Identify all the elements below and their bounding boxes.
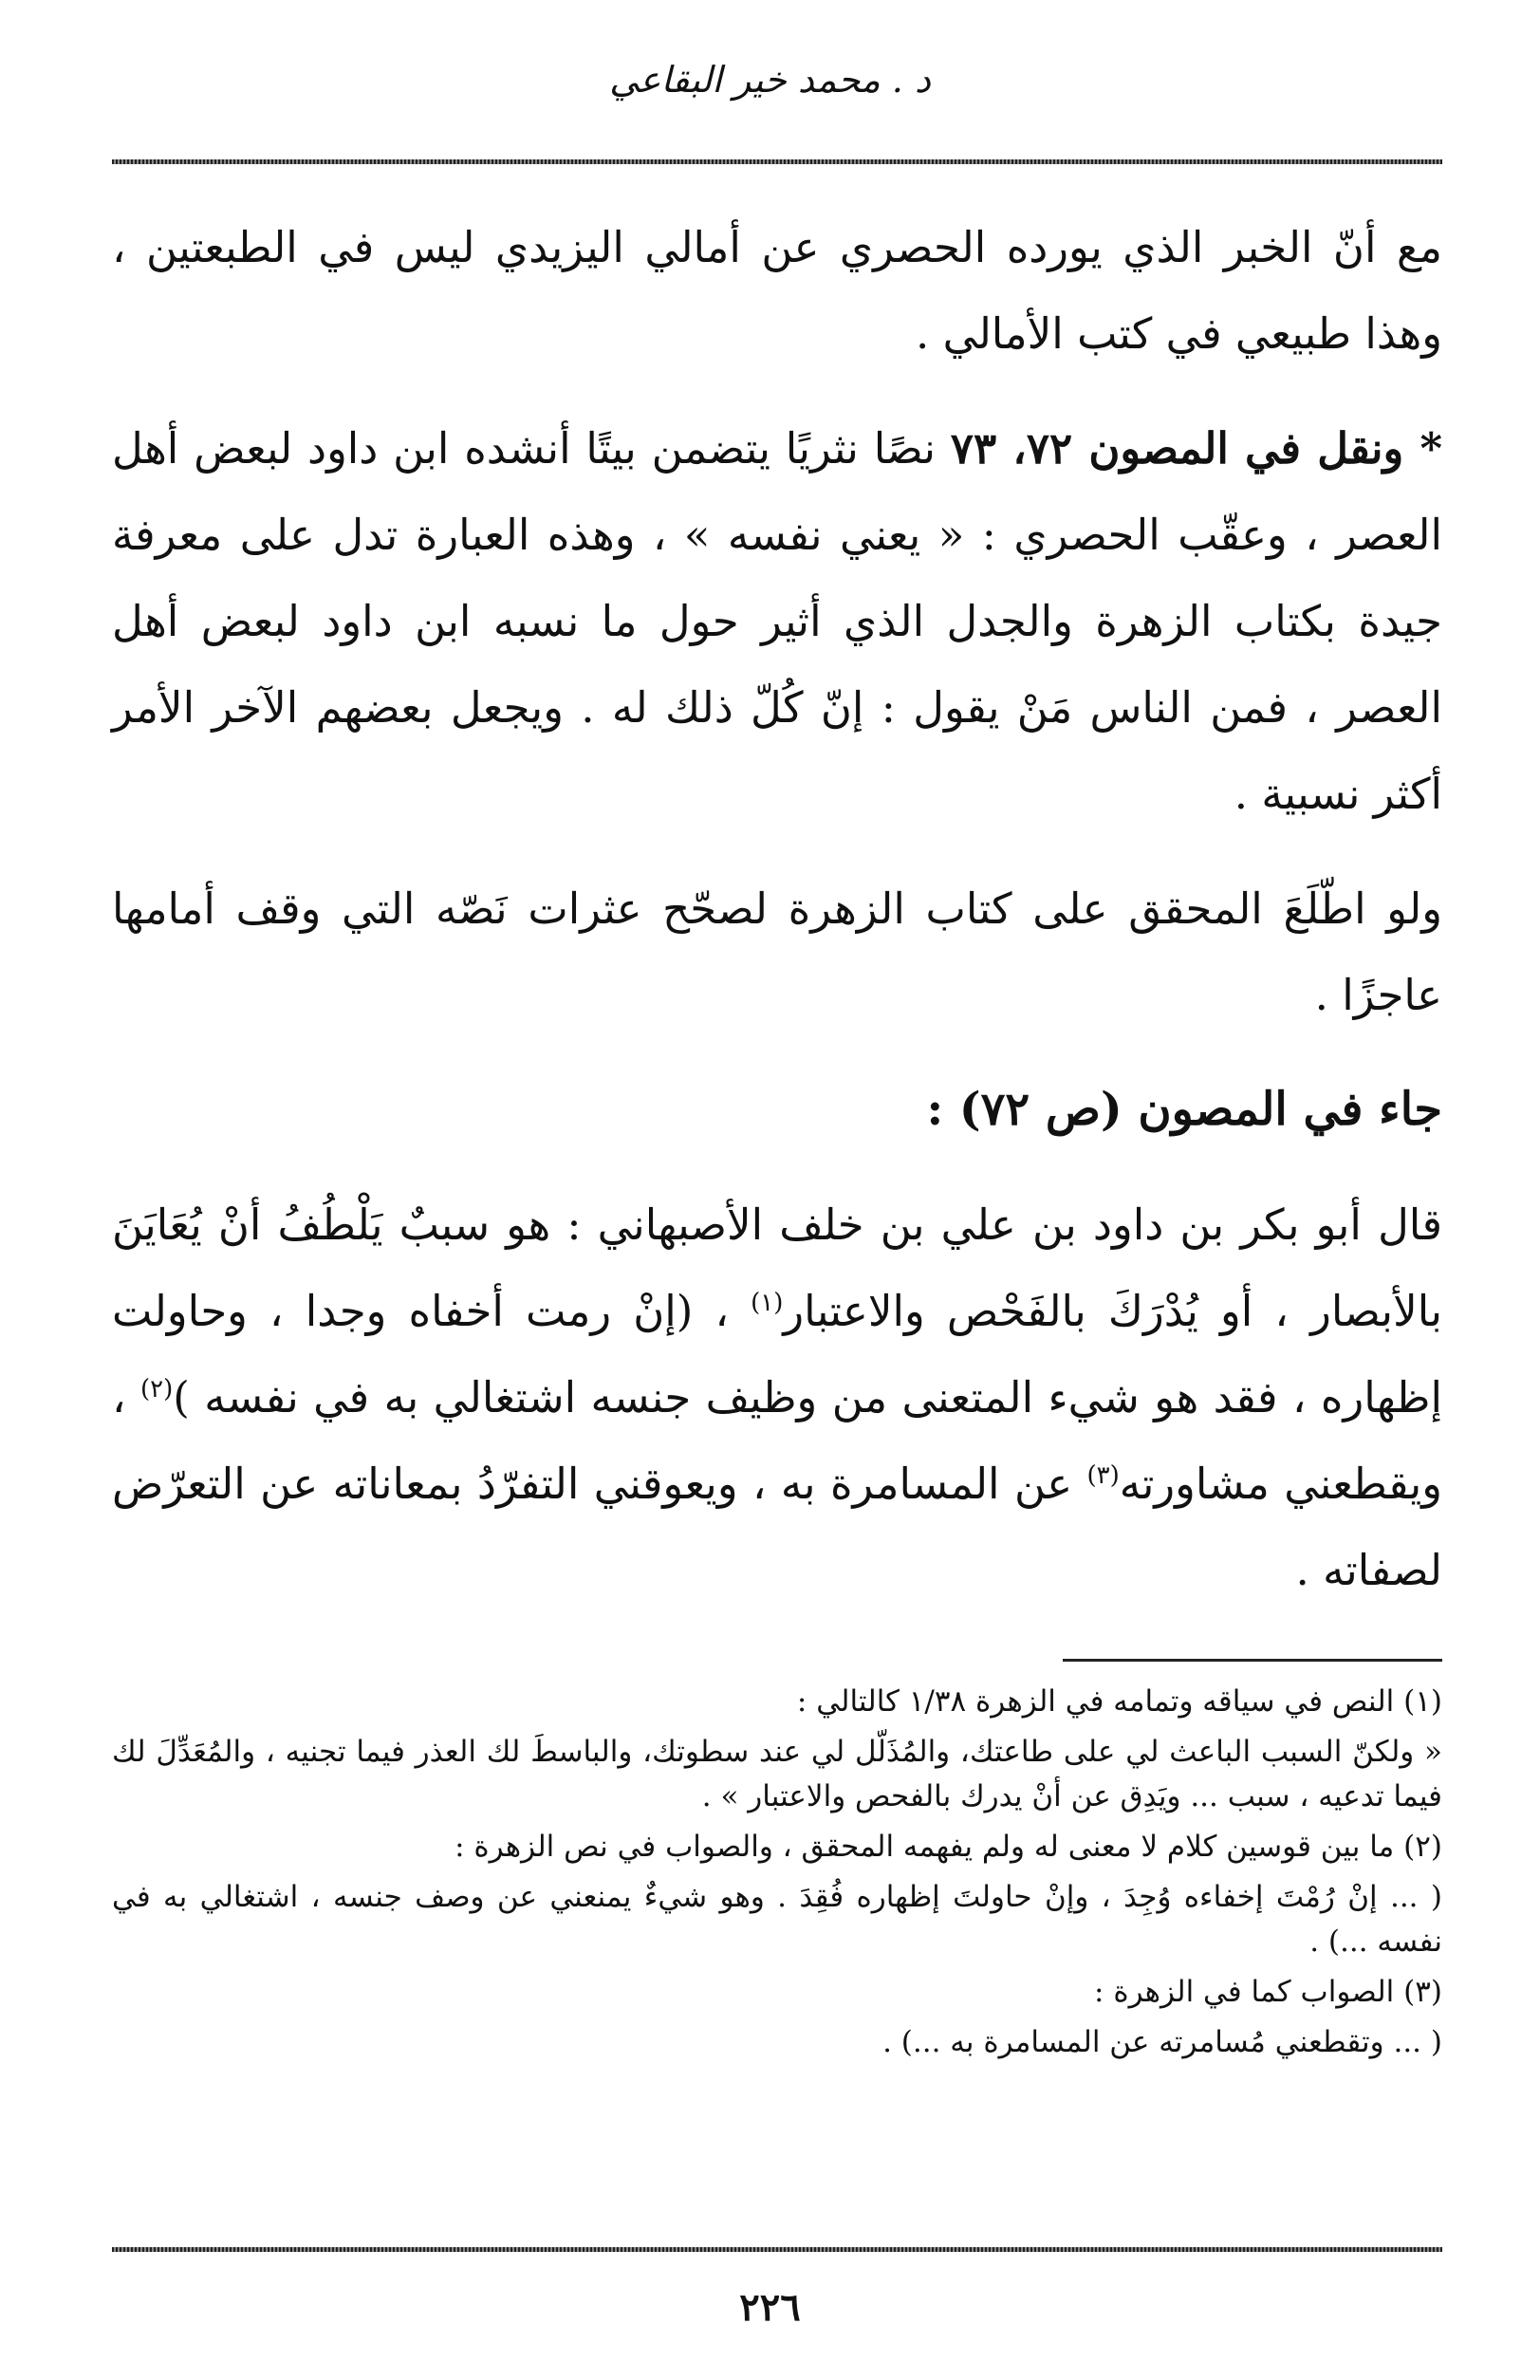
footnote-3-title: (٣) الصواب كما في الزهرة : [1094, 1975, 1442, 2009]
footnote-1-title: (١) النص في سياقه وتمامه في الزهرة ١/٣٨ كالتالي : [796, 1684, 1442, 1719]
footnote-2-quote: ( ... إنْ رُمْتَ إخفاءه وُجِدَ ، وإنْ حاولتَ إظهاره فُقِدَ . وهو شيءٌ يمنعني عن وصف جنسه ، اشتغالي به في نفسه ...) . [112, 1880, 1442, 1959]
footnote-ref-2: (٢) [139, 1375, 174, 1404]
paragraph-4-part-c: ، ويقطعني مشاورته [112, 1372, 1442, 1509]
footnote-ref-1: (١) [751, 1289, 784, 1317]
paragraph-1: مع أنّ الخبر الذي يورده الحصري عن أمالي اليزيدي ليس في الطبعتين ، وهذا طبيعي في كتب الأمالي . [112, 222, 1442, 359]
running-head: د . محمد خير البقاعي [609, 59, 931, 101]
footnote-ref-3: (٣) [1086, 1461, 1120, 1490]
paragraph-4-part-d: عن المسامرة به ، ويعوقني التفرّدُ بمعاناته عن التعرّض لصفاته . [112, 1459, 1442, 1595]
page-number: ٢٢٦ [739, 2285, 801, 2330]
paragraph-3: ولو اطّلَعَ المحقق على كتاب الزهرة لصحّح عثرات نَصّه التي وقف أمامها عاجزًا . [112, 883, 1442, 1020]
paragraph-4 [112, 1181, 1442, 1613]
footnotes [112, 1680, 1442, 2071]
paragraph-4-part-a: قال أبو بكر بن داود بن علي بن خلف الأصبهاني : هو سببٌ يَلْطُفُ أنْ يُعَايَنَ بالأبصار ، أو يُدْرَكَ بالفَحْص والاعتبار [112, 1199, 1442, 1336]
footnote-3-quote: ( ... وتقطعني مُسامرته عن المسامرة به ...) . [882, 2025, 1442, 2059]
footnote-2-title: (٢) ما بين قوسين كلام لا معنى له ولم يفهمه المحقق ، والصواب في نص الزهرة : [455, 1830, 1442, 1864]
paragraph-2 [112, 405, 1442, 837]
section-heading: جاء في المصون (ص ٧٢) : [926, 1083, 1442, 1136]
header-rule [112, 159, 1442, 164]
footnote-separator [1063, 1659, 1442, 1662]
paragraph-2-lead: * ونقل في المصون ٧٢، ٧٣ [950, 423, 1442, 474]
footnote-1-quote: « ولكنّ السبب الباعث لي على طاعتك، والمُذَلّل لي عند سطوتك، والباسطَ لك العذر فيما تجنيه ، والمُعَدِّلَ لك فيما تدعيه ، سبب ... ويَدِق عن أنْ يدرك بالفحص والاعتبار » . [112, 1735, 1442, 1813]
paragraph-4-part-b: ، (إنْ رمت أخفاه وجدا ، وحاولت إظهاره ، فقد هو شيء المتعنى من وظيف جنسه اشتغالي به في نفسه ) [112, 1286, 1442, 1422]
main-text [112, 204, 1442, 1642]
paragraph-2-text: نصًا نثريًا يتضمن بيتًا أنشده ابن داود لبعض أهل العصر ، وعقّب الحصري : « يعني نفسه » ، وهذه العبارة تدل على معرفة جيدة بكتاب الزهرة والجدل الذي أثير حول ما نسبه ابن داود لبعض أهل العصر ، فمن الناس مَنْ يقول : إنّ كُلّ ذلك له . ويجعل بعضهم الآخر الأمر أكثر نسبية . [112, 423, 1442, 819]
footer-rule [112, 2247, 1442, 2252]
